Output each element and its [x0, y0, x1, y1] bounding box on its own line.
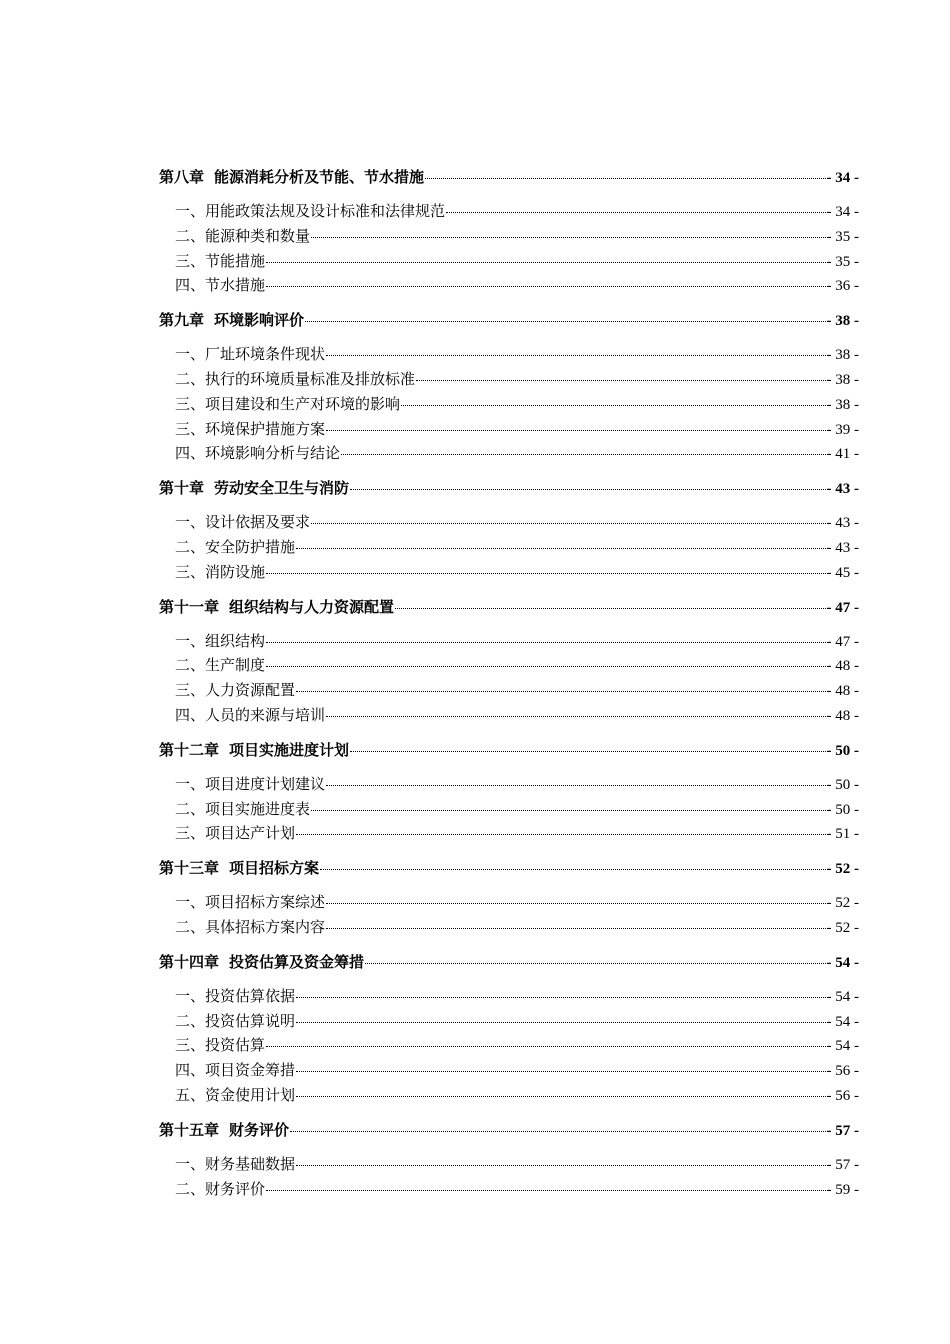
section-title: 一、用能政策法规及设计标准和法律规范 — [175, 202, 446, 220]
toc-chapter — [159, 739, 859, 847]
toc-chapter-entry[interactable] — [159, 1119, 859, 1143]
dot-leader — [395, 608, 825, 609]
section-page-number: - 48 - — [826, 683, 859, 700]
dot-leader — [266, 573, 825, 574]
chapter-title: 财务评价 — [229, 1120, 290, 1139]
toc-section-list — [159, 630, 859, 729]
dot-leader — [401, 405, 825, 406]
dot-leader — [296, 1022, 825, 1023]
section-page-number: - 52 - — [826, 895, 859, 912]
dot-leader — [425, 178, 825, 179]
section-page-number: - 50 - — [826, 776, 859, 793]
section-title: 二、执行的环境质量标准及排放标准 — [175, 369, 416, 388]
toc-section-entry[interactable] — [159, 822, 859, 847]
section-page-number: - 54 - — [826, 988, 859, 1005]
section-title: 一、组织结构 — [175, 631, 266, 650]
dot-leader — [296, 1165, 825, 1166]
section-page-number: - 43 - — [826, 515, 859, 532]
section-title: 二、能源种类和数量 — [175, 226, 311, 245]
dot-leader — [326, 928, 825, 929]
section-page-number: - 57 - — [826, 1156, 859, 1173]
section-title: 一、财务基础数据 — [175, 1154, 296, 1173]
dot-leader — [296, 1071, 825, 1072]
section-page-number: - 38 - — [826, 396, 859, 413]
section-page-number: - 45 - — [826, 564, 859, 581]
section-page-number: - 51 - — [826, 826, 859, 843]
dot-leader — [296, 548, 825, 549]
dot-leader — [341, 454, 825, 455]
chapter-number: 第十五章 — [159, 1120, 220, 1139]
dot-leader — [350, 751, 825, 752]
section-page-number: - 39 - — [826, 421, 859, 438]
section-title: 二、财务评价 — [175, 1179, 266, 1198]
dot-leader — [416, 380, 825, 381]
section-title: 三、项目达产计划 — [175, 824, 296, 843]
section-title: 二、项目实施进度表 — [175, 799, 311, 818]
table-of-contents — [159, 166, 859, 1212]
section-title: 四、人员的来源与培训 — [175, 705, 326, 724]
chapter-number: 第十一章 — [159, 597, 220, 616]
dot-leader — [266, 262, 825, 263]
chapter-page-number: - 50 - — [826, 742, 859, 759]
toc-section-entry[interactable] — [159, 1178, 859, 1203]
section-page-number: - 56 - — [826, 1087, 859, 1104]
chapter-number: 第十三章 — [159, 859, 220, 878]
dot-leader — [290, 1131, 825, 1132]
section-title: 一、设计依据及要求 — [175, 513, 311, 532]
toc-section-entry[interactable] — [159, 1153, 859, 1178]
toc-section-entry[interactable] — [159, 200, 859, 225]
toc-section-entry[interactable] — [159, 1084, 859, 1109]
dot-leader — [311, 810, 825, 811]
toc-chapter-entry[interactable] — [159, 857, 859, 881]
chapter-number: 第九章 — [159, 311, 205, 330]
dot-leader — [446, 212, 825, 213]
section-page-number: - 43 - — [826, 539, 859, 556]
section-title: 一、投资估算依据 — [175, 986, 296, 1005]
toc-section-entry[interactable] — [159, 654, 859, 679]
section-title: 三、环境保护措施方案 — [175, 419, 326, 438]
chapter-page-number: - 57 - — [826, 1122, 859, 1139]
dot-leader — [266, 286, 825, 287]
toc-section-entry[interactable] — [159, 798, 859, 823]
toc-section-list — [159, 891, 859, 941]
toc-section-entry[interactable] — [159, 274, 859, 299]
chapter-page-number: - 34 - — [826, 170, 859, 186]
section-title: 三、投资估算 — [175, 1036, 266, 1055]
toc-section-entry[interactable] — [159, 511, 859, 536]
chapter-number: 第十二章 — [159, 740, 220, 759]
toc-section-list — [159, 985, 859, 1109]
toc-section-entry[interactable] — [159, 418, 859, 443]
section-page-number: - 52 - — [826, 919, 859, 936]
toc-chapter-entry[interactable] — [159, 951, 859, 975]
dot-leader — [350, 489, 825, 490]
toc-section-entry[interactable] — [159, 368, 859, 393]
section-title: 三、项目建设和生产对环境的影响 — [175, 394, 401, 413]
dot-leader — [296, 1096, 825, 1097]
section-page-number: - 50 - — [826, 801, 859, 818]
section-title: 三、消防设施 — [175, 562, 266, 581]
toc-section-entry[interactable] — [159, 250, 859, 275]
dot-leader — [296, 834, 825, 835]
toc-section-entry[interactable] — [159, 1010, 859, 1035]
chapter-page-number: - 52 - — [826, 861, 859, 878]
toc-section-entry[interactable] — [159, 985, 859, 1010]
toc-section-list — [159, 1153, 859, 1203]
chapter-title: 能源消耗分析及节能、节水措施 — [214, 168, 425, 186]
dot-leader — [296, 691, 825, 692]
toc-section-entry[interactable] — [159, 630, 859, 655]
toc-section-list — [159, 200, 859, 299]
dot-leader — [326, 355, 825, 356]
section-title: 二、安全防护措施 — [175, 537, 296, 556]
toc-chapter — [159, 166, 859, 299]
chapter-title: 投资估算及资金筹措 — [229, 952, 365, 971]
chapter-page-number: - 54 - — [826, 954, 859, 971]
section-page-number: - 47 - — [826, 633, 859, 650]
chapter-title: 环境影响评价 — [214, 311, 305, 330]
dot-leader — [305, 321, 825, 322]
chapter-title: 项目招标方案 — [229, 859, 320, 878]
toc-chapter — [159, 951, 859, 1109]
dot-leader — [266, 666, 825, 667]
toc-section-entry[interactable] — [159, 561, 859, 586]
toc-chapter-entry[interactable] — [159, 596, 859, 620]
chapter-number: 第十四章 — [159, 952, 220, 971]
dot-leader — [266, 642, 825, 643]
section-title: 一、项目进度计划建议 — [175, 774, 326, 793]
section-title: 三、人力资源配置 — [175, 681, 296, 700]
dot-leader — [326, 785, 825, 786]
section-page-number: - 54 - — [826, 1038, 859, 1055]
chapter-page-number: - 47 - — [826, 599, 859, 616]
toc-section-entry[interactable] — [159, 1034, 859, 1059]
toc-section-entry[interactable] — [159, 891, 859, 916]
section-title: 五、资金使用计划 — [175, 1085, 296, 1104]
section-page-number: - 41 - — [826, 446, 859, 463]
section-title: 三、节能措施 — [175, 251, 266, 270]
chapter-page-number: - 43 - — [826, 481, 859, 498]
toc-chapter-entry[interactable] — [159, 739, 859, 763]
section-page-number: - 56 - — [826, 1063, 859, 1080]
toc-chapter-entry[interactable] — [159, 477, 859, 501]
chapter-title: 组织结构与人力资源配置 — [229, 597, 395, 616]
toc-section-entry[interactable] — [159, 343, 859, 368]
section-page-number: - 34 - — [826, 204, 859, 220]
section-page-number: - 36 - — [826, 278, 859, 295]
dot-leader — [326, 716, 825, 717]
section-page-number: - 35 - — [826, 253, 859, 270]
dot-leader — [266, 1046, 825, 1047]
section-title: 二、具体招标方案内容 — [175, 917, 326, 936]
section-page-number: - 59 - — [826, 1181, 859, 1198]
section-page-number: - 54 - — [826, 1013, 859, 1030]
toc-section-list — [159, 511, 859, 585]
dot-leader — [296, 997, 825, 998]
toc-section-entry[interactable] — [159, 1059, 859, 1084]
toc-chapter — [159, 477, 859, 585]
section-title: 一、厂址环境条件现状 — [175, 345, 326, 364]
section-page-number: - 38 - — [826, 347, 859, 364]
toc-chapter-entry[interactable] — [159, 309, 859, 333]
dot-leader — [311, 237, 825, 238]
toc-section-entry[interactable] — [159, 536, 859, 561]
chapter-number: 第十章 — [159, 479, 205, 498]
toc-chapter — [159, 857, 859, 941]
section-title: 二、生产制度 — [175, 656, 266, 675]
dot-leader — [320, 869, 825, 870]
toc-section-entry[interactable] — [159, 773, 859, 798]
toc-chapter — [159, 1119, 859, 1203]
toc-section-entry[interactable] — [159, 393, 859, 418]
section-page-number: - 35 - — [826, 228, 859, 245]
toc-section-entry[interactable] — [159, 442, 859, 467]
section-page-number: - 48 - — [826, 658, 859, 675]
chapter-title: 劳动安全卫生与消防 — [214, 479, 350, 498]
section-page-number: - 38 - — [826, 371, 859, 388]
toc-section-entry[interactable] — [159, 225, 859, 250]
chapter-title: 项目实施进度计划 — [229, 740, 350, 759]
chapter-number: 第八章 — [159, 168, 205, 186]
toc-chapter-entry[interactable] — [159, 166, 859, 190]
dot-leader — [311, 523, 825, 524]
dot-leader — [365, 963, 825, 964]
toc-chapter — [159, 596, 859, 729]
chapter-page-number: - 38 - — [826, 313, 859, 330]
dot-leader — [266, 1190, 825, 1191]
section-title: 四、节水措施 — [175, 276, 266, 295]
toc-section-list — [159, 343, 859, 467]
section-page-number: - 48 - — [826, 707, 859, 724]
section-title: 四、项目资金筹措 — [175, 1061, 296, 1080]
toc-section-entry[interactable] — [159, 704, 859, 729]
section-title: 二、投资估算说明 — [175, 1011, 296, 1030]
toc-section-entry[interactable] — [159, 679, 859, 704]
section-title: 一、项目招标方案综述 — [175, 893, 326, 912]
toc-section-entry[interactable] — [159, 916, 859, 941]
toc-chapter — [159, 309, 859, 467]
section-title: 四、环境影响分析与结论 — [175, 444, 341, 463]
dot-leader — [326, 903, 825, 904]
dot-leader — [326, 430, 825, 431]
toc-section-list — [159, 773, 859, 847]
